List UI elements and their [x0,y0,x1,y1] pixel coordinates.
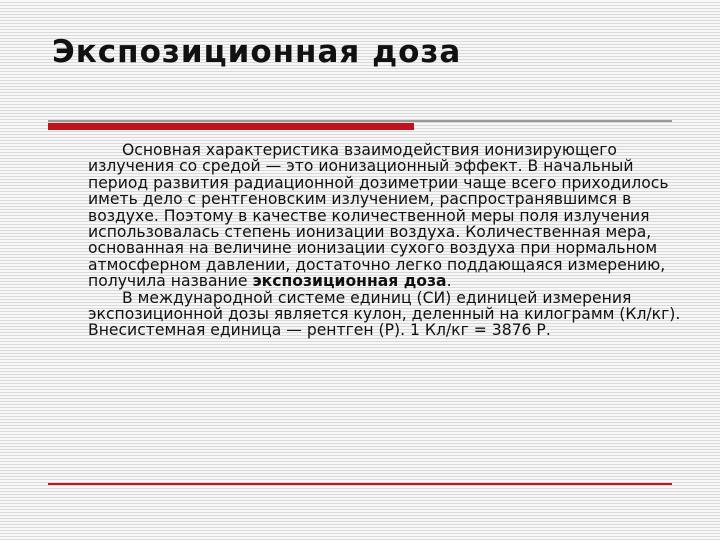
title-divider-red [48,123,414,130]
title-divider-gray [48,120,672,122]
paragraph-definition [88,142,684,290]
paragraph-definition-text: Основная характеристика взаимодействия ионизирующего излучения со средой — это ионизационный эффект. В начальный период развития радиационной дозиметрии чаще всего приходилось иметь дело с рентгеновским излучением, распространявшимся в воздухе. Поэтому в качестве количественной меры поля излучения использовалась степень ионизации воздуха. Количественная мера, основанная на величине ионизации сухого воздуха при нормальном атмосферном давлении, достаточно легко поддающаяся измерению, получила название [88,141,669,291]
slide-title: Экспозиционная доза [52,34,462,70]
paragraph-definition-end: . [446,272,452,291]
term-exposure-dose: экспозиционная доза [252,272,447,291]
bottom-divider-red [48,483,672,485]
slide-body [88,142,684,339]
paragraph-units: В международной системе единиц (СИ) единицей измерения экспозиционной дозы является кулон, деленный на килограмм (Кл/кг). Внесистемная единица — рентген (Р). 1 Кл/кг = 3876 Р. [88,288,681,340]
